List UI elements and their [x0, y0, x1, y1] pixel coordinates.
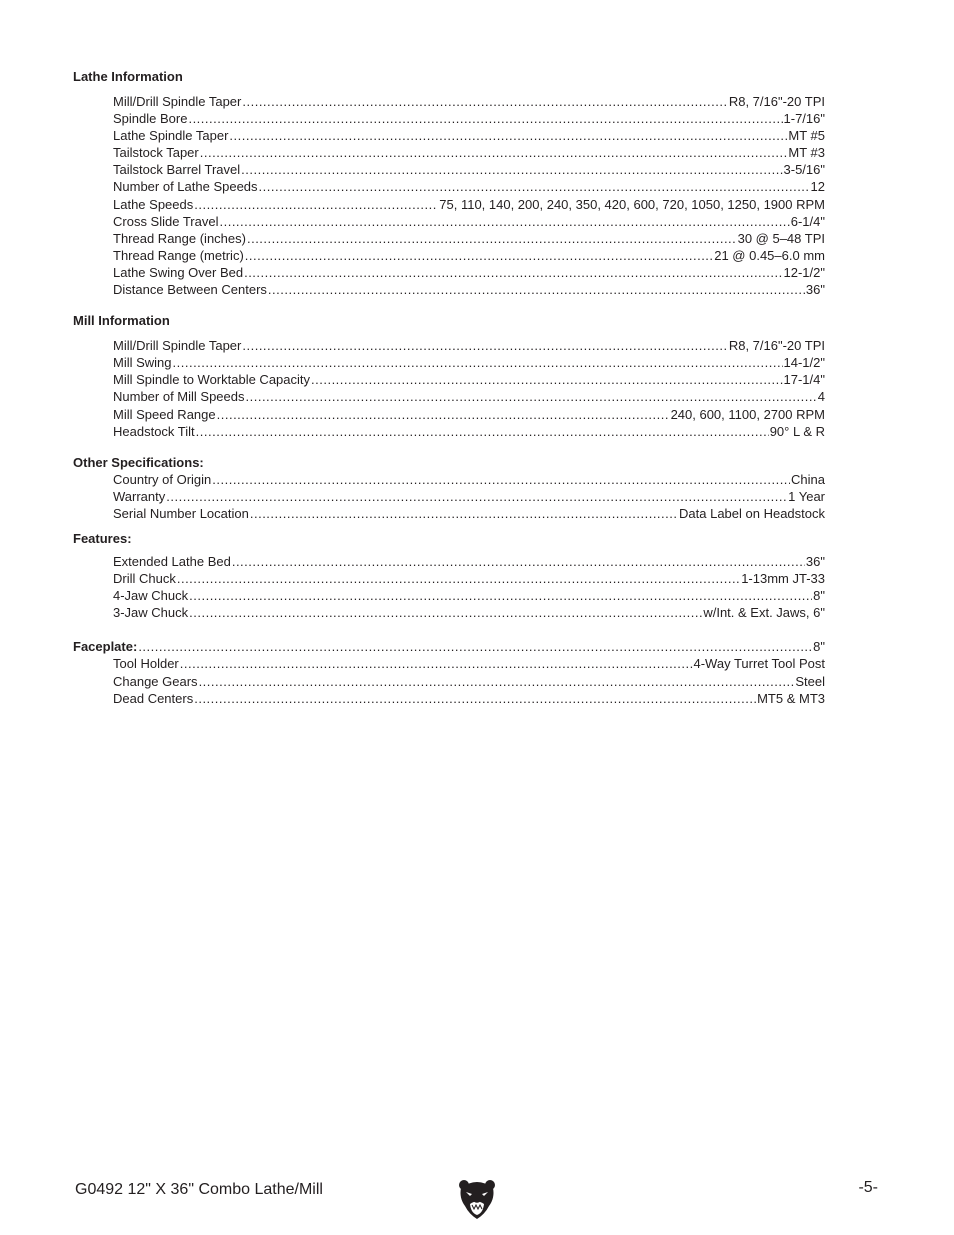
- dot-leader: [194, 690, 756, 707]
- spec-label: Distance Between Centers: [113, 282, 267, 298]
- spec-label: Drill Chuck: [113, 571, 176, 587]
- dot-leader: [229, 127, 787, 144]
- spec-label: Serial Number Location: [113, 505, 249, 521]
- spec-label: Number of Mill Speeds: [113, 389, 245, 405]
- dot-leader: [247, 230, 737, 247]
- other-specifications-section: [73, 454, 825, 522]
- spec-label: Tailstock Barrel Travel: [113, 162, 241, 178]
- dot-leader: [250, 505, 678, 522]
- faceplate-value: 8": [813, 639, 825, 655]
- spec-row: [113, 673, 825, 690]
- spec-label: Lathe Speeds: [113, 196, 194, 212]
- dot-leader: [200, 144, 788, 161]
- dot-leader: [219, 213, 789, 230]
- spec-row: [113, 161, 825, 178]
- spec-row: [113, 127, 825, 144]
- spec-row: [113, 281, 825, 298]
- dot-leader: [311, 371, 783, 388]
- spec-list: [113, 471, 825, 522]
- dot-leader: [242, 93, 727, 110]
- spec-label: Mill/Drill Spindle Taper: [113, 338, 242, 354]
- spec-label: Change Gears: [113, 673, 198, 689]
- spec-value: MT5 & MT3: [757, 690, 825, 706]
- dot-leader: [180, 655, 693, 672]
- spec-label: Lathe Swing Over Bed: [113, 264, 244, 280]
- page-number: -5-: [858, 1179, 878, 1196]
- dot-leader: [194, 196, 438, 213]
- bear-head-logo-graphic: [457, 1178, 497, 1220]
- spec-label: Mill/Drill Spindle Taper: [113, 94, 242, 109]
- dot-leader: [217, 406, 670, 423]
- spec-row: [113, 354, 825, 371]
- dot-leader: [244, 264, 782, 281]
- spec-label: Number of Lathe Speeds: [113, 179, 258, 195]
- dot-leader: [196, 423, 769, 440]
- mill-information-section: [73, 312, 825, 440]
- spec-label: Warranty: [113, 488, 166, 504]
- spec-row: [113, 406, 825, 423]
- spec-row: [113, 230, 825, 247]
- dot-leader: [177, 570, 740, 587]
- spec-value: 1-13mm JT-33: [741, 571, 825, 587]
- section-title: Mill Information: [73, 313, 170, 329]
- spec-value: 36": [805, 282, 825, 298]
- spec-value: 12: [810, 179, 825, 195]
- dot-leader: [189, 604, 702, 621]
- spec-label: Cross Slide Travel: [113, 213, 219, 229]
- spec-label: Spindle Bore: [113, 111, 188, 127]
- spec-value: R8, 7/16"-20 TPI: [728, 338, 825, 354]
- spec-label: Tool Holder: [113, 656, 179, 672]
- spec-row: [113, 196, 825, 213]
- dot-leader: [242, 337, 727, 354]
- section-title: Other Specifications:: [73, 454, 204, 470]
- bear-head-icon: [457, 1178, 497, 1220]
- dot-leader: [232, 553, 805, 570]
- spec-value: 36": [805, 553, 825, 569]
- spec-row: [113, 213, 825, 230]
- spec-label: 4-Jaw Chuck: [113, 588, 189, 604]
- spec-row: [113, 604, 825, 621]
- spec-row: [113, 587, 825, 604]
- spec-label: Thread Range (inches): [113, 230, 246, 246]
- dot-leader: [189, 587, 812, 604]
- spec-row: [113, 388, 825, 405]
- spec-label: Extended Lathe Bed: [113, 553, 231, 569]
- spec-value: 1 Year: [788, 488, 825, 504]
- spec-value: MT #5: [788, 128, 825, 144]
- spec-value: 1-7/16": [783, 111, 825, 127]
- dot-leader: [268, 281, 805, 298]
- spec-sheet: [73, 68, 825, 721]
- spec-value: 90° L & R: [769, 423, 825, 439]
- spec-value: 6-1/4": [790, 213, 825, 229]
- spec-label: Tailstock Taper: [113, 145, 199, 161]
- spec-row: [113, 471, 825, 488]
- spec-list: [113, 337, 825, 440]
- spec-row: [113, 93, 825, 110]
- spec-value: China: [791, 471, 825, 487]
- dot-leader: [188, 110, 782, 127]
- spec-value: 14-1/2": [783, 355, 825, 371]
- spec-value: 3-5/16": [783, 162, 825, 178]
- spec-value: 4-Way Turret Tool Post: [693, 656, 825, 672]
- spec-row: [113, 655, 825, 672]
- spec-value: w/Int. & Ext. Jaws, 6": [703, 605, 825, 621]
- spec-value: 8": [813, 588, 825, 604]
- spec-label: Mill Swing: [113, 355, 172, 371]
- spec-row: [113, 570, 825, 587]
- spec-list: [113, 553, 825, 621]
- spec-row: [113, 423, 825, 440]
- spec-value: 21 @ 0.45–6.0 mm: [714, 247, 825, 263]
- spec-value: 4: [817, 389, 825, 405]
- lathe-information-section: [73, 68, 825, 298]
- dot-leader: [199, 673, 795, 690]
- spec-value: 12-1/2": [783, 264, 825, 280]
- spec-value: MT #3: [788, 145, 825, 161]
- spec-row: [113, 247, 825, 264]
- dot-leader: [259, 178, 810, 195]
- spec-row: [113, 264, 825, 281]
- spec-list: [113, 93, 825, 298]
- spec-row: [113, 110, 825, 127]
- dot-leader: [246, 388, 817, 405]
- spec-label: Thread Range (metric): [113, 247, 244, 263]
- spec-label: Mill Speed Range: [113, 406, 216, 422]
- faceplate-section: [73, 638, 825, 706]
- spec-row: [113, 371, 825, 388]
- dot-leader: [212, 471, 790, 488]
- spec-value: 75, 110, 140, 200, 240, 350, 420, 600, 720, 1050, 1250, 1900 RPM: [439, 196, 825, 212]
- spec-row: [113, 144, 825, 161]
- spec-list: [113, 655, 825, 706]
- faceplate-row: [73, 638, 825, 655]
- section-title: Features:: [73, 530, 132, 546]
- faceplate-label: Faceplate:: [73, 639, 138, 655]
- spec-value: Steel: [795, 673, 825, 689]
- spec-value: 17-1/4": [783, 372, 825, 388]
- spec-value: 30 @ 5–48 TPI: [737, 230, 825, 246]
- spec-value: R8, 7/16"-20 TPI: [728, 94, 825, 109]
- spec-label: Lathe Spindle Taper: [113, 128, 229, 144]
- section-title: Lathe Information: [73, 69, 183, 84]
- dot-leader: [138, 638, 812, 655]
- spec-row: [113, 690, 825, 707]
- spec-label: 3-Jaw Chuck: [113, 605, 189, 621]
- spec-row: [113, 337, 825, 354]
- dot-leader: [173, 354, 783, 371]
- spec-label: Dead Centers: [113, 690, 194, 706]
- spec-label: Country of Origin: [113, 471, 212, 487]
- dot-leader: [166, 488, 787, 505]
- footer-title: G0492 12" X 36" Combo Lathe/Mill: [75, 1181, 323, 1198]
- spec-label: Mill Spindle to Worktable Capacity: [113, 372, 311, 388]
- spec-value: Data Label on Headstock: [679, 505, 825, 521]
- features-section: [73, 530, 825, 621]
- spec-row: [113, 505, 825, 522]
- spec-row: [113, 553, 825, 570]
- spec-row: [113, 488, 825, 505]
- dot-leader: [245, 247, 713, 264]
- spec-value: 240, 600, 1100, 2700 RPM: [670, 406, 825, 422]
- spec-label: Headstock Tilt: [113, 423, 195, 439]
- spec-row: [113, 178, 825, 195]
- dot-leader: [241, 161, 782, 178]
